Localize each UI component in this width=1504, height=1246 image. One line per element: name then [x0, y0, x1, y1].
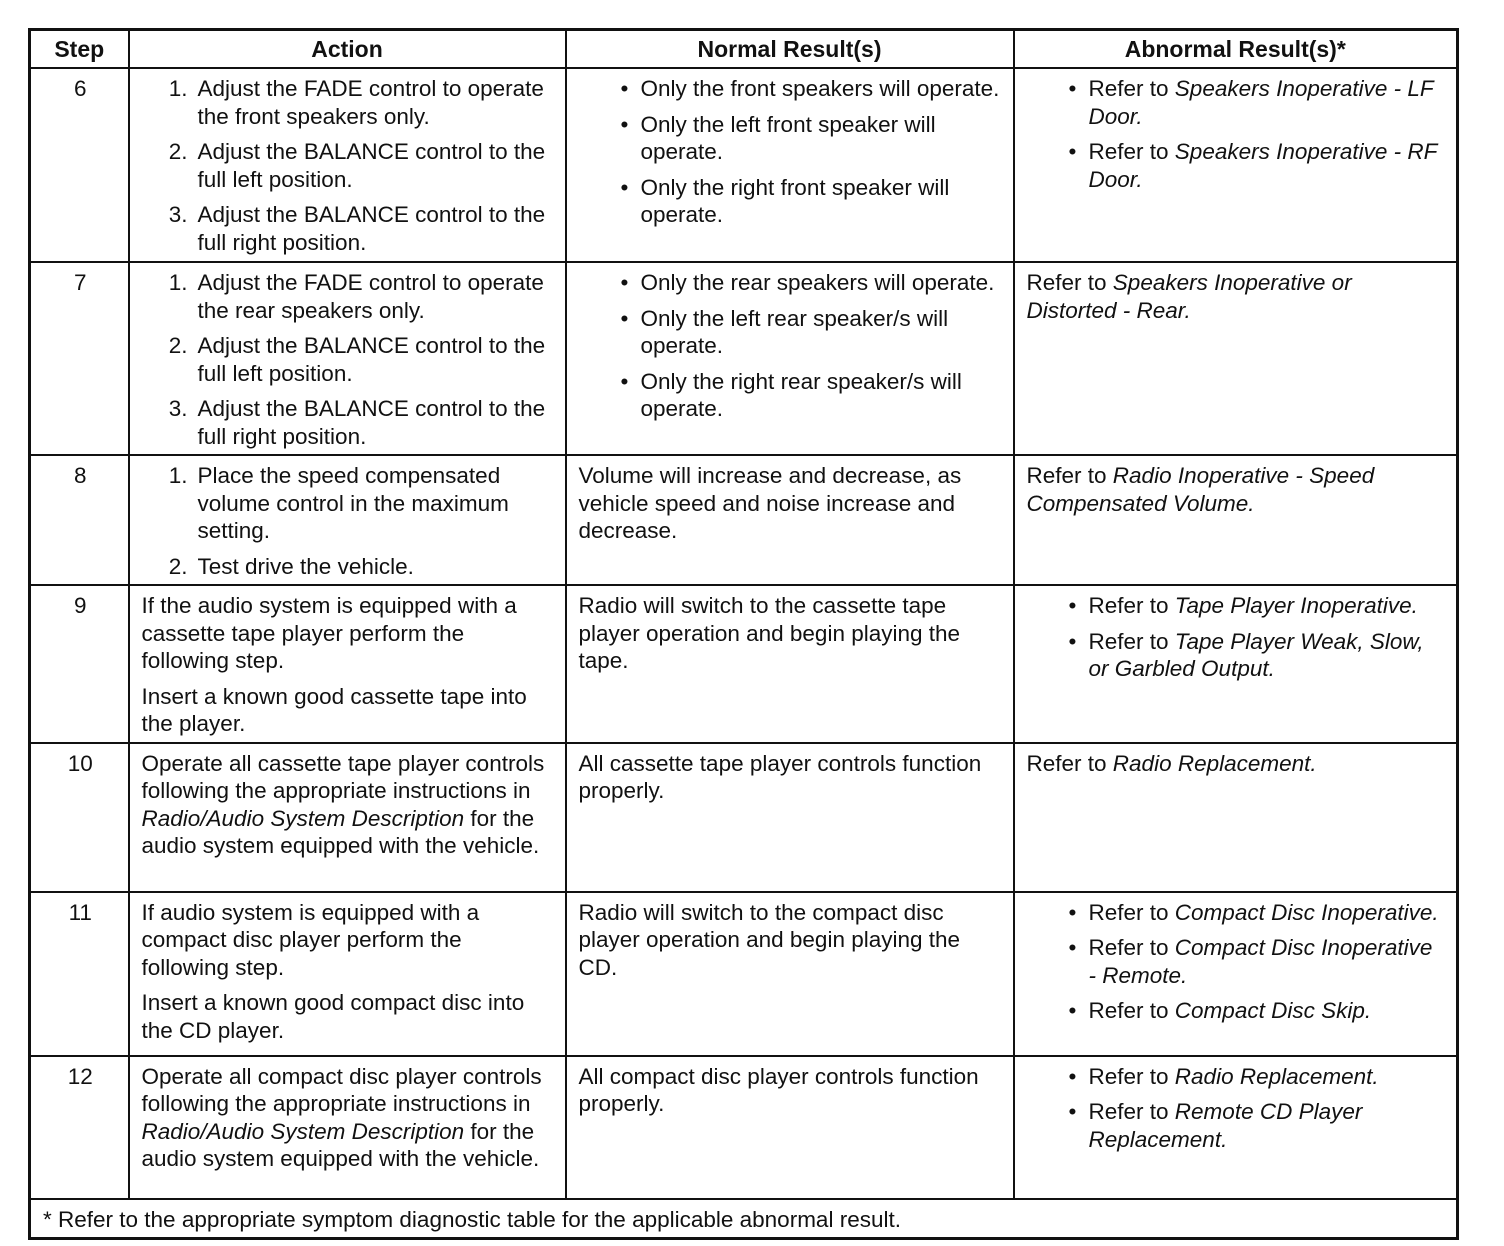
action-cell [129, 892, 566, 1056]
item-text [1089, 628, 1447, 683]
reference-link-text: Radio Replacement. [1112, 750, 1317, 776]
abnormal-cell [1014, 68, 1458, 262]
bullet-icon: • [620, 368, 629, 394]
abnormal-cell [1014, 585, 1458, 743]
abnormal-cell [1014, 743, 1458, 892]
numbered-item [142, 269, 555, 324]
item-text [1089, 138, 1447, 193]
bullet-icon: • [1068, 628, 1077, 654]
reference-link-text: Speakers Inoperative - RF Door. [1088, 139, 1438, 192]
bullet-icon: • [620, 111, 629, 137]
paragraph: Insert a known good compact disc into the CD player. [141, 990, 525, 1043]
bullet-icon: • [1068, 1063, 1077, 1089]
bullet-item [579, 174, 1003, 229]
paragraph [1027, 269, 1447, 324]
item-text: Adjust the FADE control to operate the front speakers only. [197, 76, 544, 129]
item-text: Only the left rear speaker/s will operate. [640, 305, 949, 358]
item-text: Only the left front speaker will operate. [640, 111, 936, 164]
normal-cell [566, 743, 1014, 892]
item-number: 1. [168, 463, 188, 488]
action-cell [129, 68, 566, 262]
item-text: Adjust the FADE control to operate the rear speakers only. [197, 270, 544, 323]
bullet-item [579, 368, 1003, 423]
paragraph: Radio will switch to the cassette tape player operation and begin playing the tape. [578, 593, 961, 673]
table-row [30, 743, 1458, 892]
bullet-item [1027, 997, 1447, 1025]
reference-link-text: Compact Disc Inoperative. [1174, 899, 1439, 925]
reference-link-text: Compact Disc Inoperative - Remote. [1088, 935, 1433, 988]
bullet-list [579, 269, 1003, 423]
numbered-item [142, 138, 555, 193]
reference-link-text: Speakers Inoperative or Distorted - Rear. [1026, 270, 1352, 323]
normal-cell [566, 455, 1014, 585]
abnormal-cell [1014, 455, 1458, 585]
step-number: 12 [30, 1056, 129, 1199]
paragraph: All compact disc player controls function properly. [578, 1063, 979, 1116]
numbered-item [142, 395, 555, 450]
text-segment: Operate all cassette tape player controls following the appropriate instructions in [141, 750, 545, 803]
text-segment: Refer to [1088, 998, 1175, 1023]
paragraph: Radio will switch to the compact disc player operation and begin playing the CD. [578, 899, 961, 980]
bullet-icon: • [620, 270, 629, 295]
reference-link-text: Tape Player Inoperative. [1174, 593, 1418, 618]
item-text: Adjust the BALANCE control to the full left position. [197, 333, 546, 386]
numbered-list [142, 75, 555, 256]
item-text: Only the rear speakers will operate. [640, 270, 995, 295]
bullet-item [579, 269, 1003, 297]
action-cell [129, 1056, 566, 1199]
bullet-icon: • [1068, 998, 1077, 1023]
text-segment: for the audio system equipped with the vehicle. [141, 805, 540, 858]
item-text: Adjust the BALANCE control to the full right position. [197, 396, 546, 449]
reference-link-text: Radio Inoperative - Speed Compensated Volume. [1026, 463, 1375, 516]
normal-cell [566, 68, 1014, 262]
item-number: 2. [168, 139, 188, 164]
text-segment: Refer to [1026, 750, 1113, 776]
bullet-list [579, 75, 1003, 229]
bullet-icon: • [1068, 139, 1077, 164]
bullet-list [1027, 592, 1447, 683]
action-cell [129, 585, 566, 743]
text-segment: Refer to [1026, 270, 1113, 295]
item-text [1089, 934, 1447, 989]
text-segment: Refer to [1088, 1099, 1175, 1124]
reference-link-text: Radio Replacement. [1174, 1063, 1379, 1089]
bullet-item [1027, 1098, 1447, 1153]
item-text: Only the right front speaker will operate. [640, 174, 950, 227]
footnote: * Refer to the appropriate symptom diagnostic table for the applicable abnormal result. [30, 1199, 1458, 1239]
header-step: Step [30, 30, 129, 69]
paragraph: Volume will increase and decrease, as vehicle speed and noise increase and decrease. [578, 463, 962, 543]
bullet-item [1027, 1063, 1447, 1091]
paragraph [1027, 750, 1447, 778]
bullet-icon: • [1068, 899, 1077, 925]
item-text: Test drive the vehicle. [197, 553, 414, 579]
normal-cell [566, 585, 1014, 743]
bullet-item [1027, 934, 1447, 989]
item-number: 2. [168, 553, 188, 579]
action-cell [129, 743, 566, 892]
normal-cell [566, 892, 1014, 1056]
abnormal-cell [1014, 262, 1458, 455]
step-number: 8 [30, 455, 129, 585]
paragraph [142, 750, 555, 860]
item-text [1089, 997, 1372, 1025]
table-row [30, 585, 1458, 743]
item-text: Adjust the BALANCE control to the full left position. [197, 139, 546, 192]
text-segment: Refer to [1088, 899, 1175, 925]
bullet-icon: • [620, 76, 629, 101]
reference-link-text: Speakers Inoperative - LF Door. [1088, 76, 1434, 129]
numbered-item [142, 553, 555, 581]
table-row [30, 68, 1458, 262]
reference-link-text: Remote CD Player Replacement. [1088, 1099, 1363, 1152]
text-segment: Operate all compact disc player controls following the appropriate instructions in [141, 1063, 542, 1116]
item-text: Adjust the BALANCE control to the full right position. [197, 202, 546, 255]
step-number: 10 [30, 743, 129, 892]
step-number: 11 [30, 892, 129, 1056]
item-text [1089, 899, 1439, 927]
text-segment: Refer to [1088, 76, 1175, 101]
table-row [30, 455, 1458, 585]
item-text [1089, 1063, 1379, 1091]
bullet-item [1027, 75, 1447, 130]
item-text: Only the right rear speaker/s will operate. [640, 368, 962, 421]
item-number: 1. [168, 76, 188, 101]
paragraph: If audio system is equipped with a compact disc player perform the following step. [141, 899, 480, 980]
numbered-list [142, 462, 555, 580]
table-body [30, 68, 1458, 1199]
header-row [30, 30, 1458, 69]
item-text [1089, 1098, 1447, 1153]
reference-link-text: Radio/Audio System Description [141, 1118, 465, 1144]
reference-link-text: Tape Player Weak, Slow, or Garbled Output. [1088, 628, 1424, 681]
normal-cell [566, 262, 1014, 455]
bullet-item [1027, 628, 1447, 683]
numbered-item [142, 201, 555, 256]
normal-cell [566, 1056, 1014, 1199]
bullet-item [1027, 592, 1447, 620]
text-segment: Refer to [1088, 628, 1175, 654]
numbered-list [142, 269, 555, 450]
item-text: Place the speed compensated volume control in the maximum setting. [197, 463, 509, 543]
table-row [30, 1056, 1458, 1199]
paragraph: Insert a known good cassette tape into the player. [141, 683, 527, 736]
abnormal-cell [1014, 892, 1458, 1056]
bullet-icon: • [1068, 935, 1077, 960]
item-number: 1. [168, 270, 188, 295]
header-normal-results: Normal Result(s) [566, 30, 1014, 69]
item-text [1089, 592, 1418, 620]
item-number: 2. [168, 333, 188, 358]
header-abnormal-results: Abnormal Result(s)* [1014, 30, 1458, 69]
item-text [1089, 75, 1447, 130]
text-segment: Refer to [1088, 593, 1175, 618]
footnote-row [30, 1199, 1458, 1239]
bullet-list [1027, 1063, 1447, 1154]
bullet-item [579, 111, 1003, 166]
action-cell [129, 262, 566, 455]
paragraph: All cassette tape player controls function properly. [578, 750, 982, 803]
text-segment: Refer to [1088, 935, 1175, 960]
reference-link-text: Compact Disc Skip. [1174, 998, 1372, 1023]
abnormal-cell [1014, 1056, 1458, 1199]
bullet-item [1027, 899, 1447, 927]
table-row [30, 262, 1458, 455]
numbered-item [142, 332, 555, 387]
numbered-item [142, 75, 555, 130]
table-row [30, 892, 1458, 1056]
diagnostic-table [28, 28, 1459, 1240]
item-number: 3. [168, 396, 188, 421]
bullet-item [579, 305, 1003, 360]
paragraph [142, 1063, 555, 1173]
action-cell [129, 455, 566, 585]
bullet-icon: • [1068, 76, 1077, 101]
bullet-list [1027, 899, 1447, 1025]
text-segment: Refer to [1088, 139, 1175, 164]
bullet-item [1027, 138, 1447, 193]
item-number: 3. [168, 202, 188, 227]
text-segment: Refer to [1026, 463, 1113, 488]
text-segment: Refer to [1088, 1063, 1175, 1089]
step-number: 9 [30, 585, 129, 743]
bullet-list [1027, 75, 1447, 193]
paragraph: If the audio system is equipped with a cassette tape player perform the following step. [141, 593, 517, 673]
bullet-icon: • [1068, 593, 1077, 618]
text-segment: for the audio system equipped with the vehicle. [141, 1118, 540, 1171]
bullet-icon: • [620, 174, 629, 200]
step-number: 7 [30, 262, 129, 455]
paragraph [1027, 462, 1447, 517]
bullet-icon: • [620, 305, 629, 331]
reference-link-text: Radio/Audio System Description [141, 805, 465, 831]
header-action: Action [129, 30, 566, 69]
step-number: 6 [30, 68, 129, 262]
item-text: Only the front speakers will operate. [640, 76, 1000, 101]
numbered-item [142, 462, 555, 545]
bullet-item [579, 75, 1003, 103]
bullet-icon: • [1068, 1099, 1077, 1124]
